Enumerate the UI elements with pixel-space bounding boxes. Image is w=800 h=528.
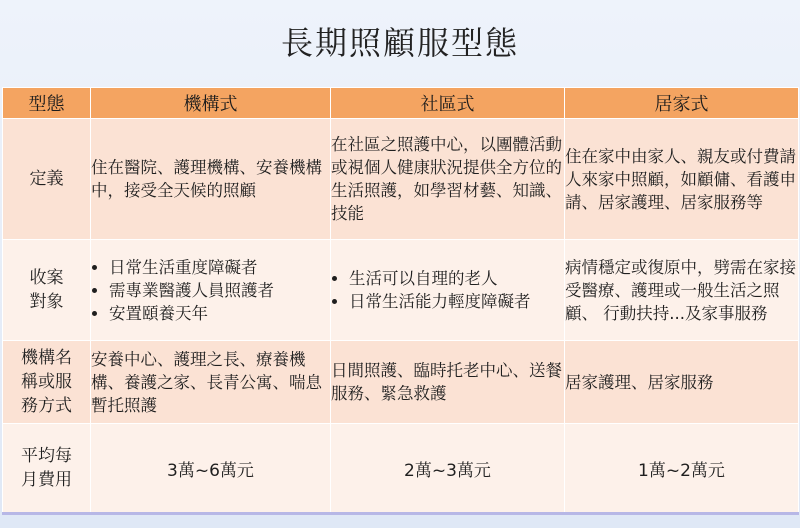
list-item: • 生活可以自理的老人	[349, 267, 564, 290]
definition-community: 在社區之照護中心，以團體活動或視個人健康狀況提供全方位的生活照護，如學習材藝、知識、技能	[331, 119, 565, 240]
table-row	[3, 119, 799, 240]
row-label-target: 收案對象	[3, 240, 91, 341]
cost-home: 1萬~2萬元	[565, 424, 799, 514]
table-row	[3, 424, 799, 514]
list-item: • 安置頤養天年	[109, 302, 330, 325]
target-community	[331, 240, 565, 341]
names-community: 日間照護、臨時托老中心、送餐服務、緊急救護	[331, 341, 565, 424]
row-label-service-names: 機構名稱或服務方式	[3, 341, 91, 424]
table-row	[3, 341, 799, 424]
target-institution	[91, 240, 331, 341]
names-institution: 安養中心、護理之長、療養機構、養護之家、長青公寓、喘息暫托照護	[91, 341, 331, 424]
header-home: 居家式	[565, 88, 799, 119]
target-community-list	[331, 267, 564, 313]
page-title: 長期照顧服型態	[280, 24, 519, 62]
header-institution: 機構式	[91, 88, 331, 119]
row-label-definition: 定義	[3, 119, 91, 240]
list-item: • 日常生活能力輕度障礙者	[349, 290, 564, 313]
cost-institution: 3萬~6萬元	[91, 424, 331, 514]
list-item: • 日常生活重度障礙者	[109, 256, 330, 279]
header-community: 社區式	[331, 88, 565, 119]
target-home: 病情穩定或復原中，劈需在家接受醫療、護理或一般生活之照顧、 行動扶持...及家事服務	[565, 240, 799, 341]
care-types-table	[2, 87, 799, 515]
list-item: • 需專業醫護人員照護者	[109, 279, 330, 302]
row-label-monthly-cost: 平均每月費用	[3, 424, 91, 514]
names-home: 居家護理、居家服務	[565, 341, 799, 424]
target-institution-list	[91, 256, 330, 325]
header-type: 型態	[3, 88, 91, 119]
cost-community: 2萬~3萬元	[331, 424, 565, 514]
table-row	[3, 240, 799, 341]
definition-home: 住在家中由家人、親友或付費請人來家中照顧，如顧傭、看護申請、居家護理、居家服務等	[565, 119, 799, 240]
table-header-row	[3, 88, 799, 119]
definition-institution: 住在醫院、護理機構、安養機構中，接受全天候的照顧	[91, 119, 331, 240]
